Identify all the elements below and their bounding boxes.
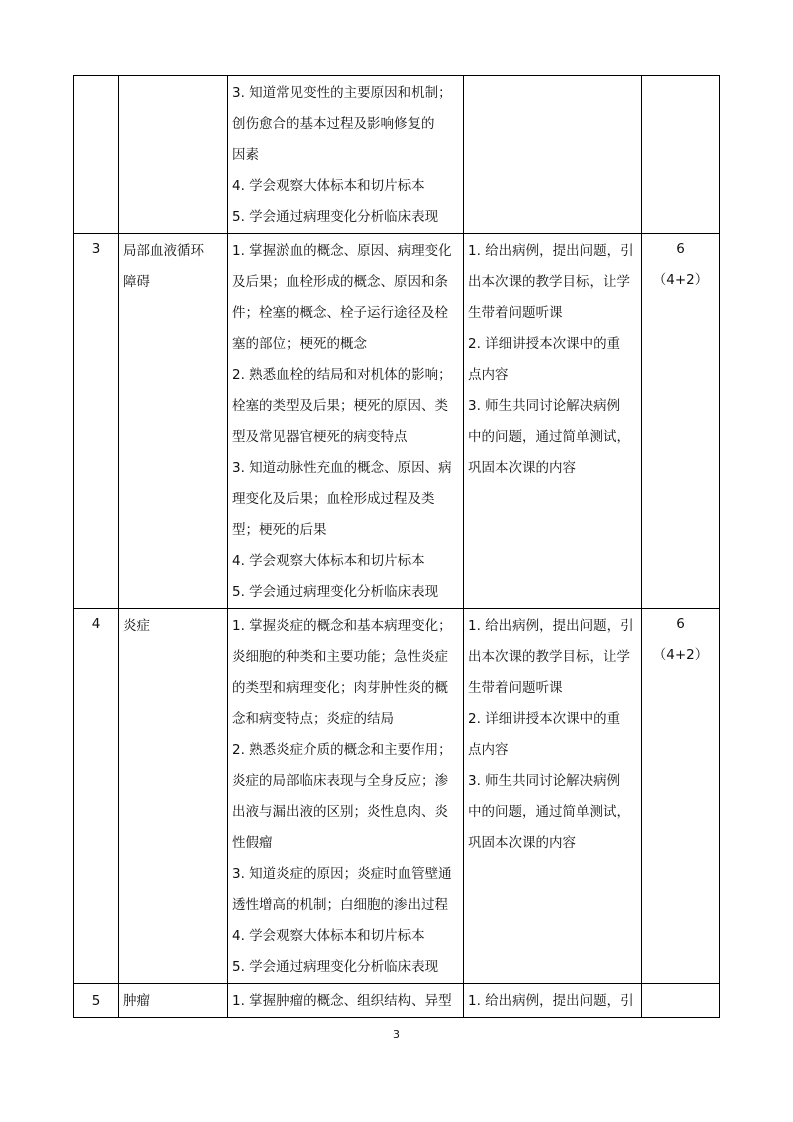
objective-line: 4. 学会观察大体标本和切片标本 bbox=[232, 178, 425, 194]
objective-line: 3. 知道炎症的原因；炎症时血管壁通 bbox=[232, 866, 452, 882]
objective-line: 2. 熟悉炎症介质的概念和主要作用； bbox=[232, 742, 452, 758]
table-row bbox=[74, 76, 720, 234]
methods-cell bbox=[464, 234, 642, 609]
objective-line: 的类型和病理变化；肉芽肿性炎的概 bbox=[232, 680, 448, 696]
method-line: 1. 给出病例，提出问题，引 bbox=[468, 618, 634, 634]
row-number-cell: 5 bbox=[74, 984, 119, 1018]
chapter-title: 炎症 bbox=[123, 618, 150, 634]
method-line: 2. 详细讲授本次课中的重 bbox=[468, 711, 621, 727]
objective-line: 型及常见器官梗死的病变特点 bbox=[232, 429, 408, 445]
objectives-cell bbox=[228, 76, 464, 234]
method-line: 1. 给出病例，提出问题，引 bbox=[468, 993, 634, 1009]
chapter-title-cell bbox=[119, 76, 228, 234]
objective-line: 型；梗死的后果 bbox=[232, 522, 327, 538]
objective-line: 及后果；血栓形成的概念、原因和条 bbox=[232, 274, 448, 290]
objective-line: 5. 学会通过病理变化分析临床表现 bbox=[232, 209, 439, 225]
page-number: 3 bbox=[393, 1028, 400, 1041]
objectives-cell bbox=[228, 234, 464, 609]
objective-line: 3. 知道常见变性的主要原因和机制； bbox=[232, 85, 452, 101]
objective-line: 念和病变特点；炎症的结局 bbox=[232, 711, 394, 727]
chapter-title-cell bbox=[119, 234, 228, 609]
objective-line: 性假瘤 bbox=[232, 835, 273, 851]
objective-line: 1. 掌握淤血的概念、原因、病理变化 bbox=[232, 243, 452, 259]
row-number-cell: 4 bbox=[74, 609, 119, 984]
table-row bbox=[74, 984, 720, 1018]
chapter-title-cell bbox=[119, 984, 228, 1018]
method-line: 中的问题，通过简单测试， bbox=[468, 429, 630, 445]
hours-breakdown: （4+2） bbox=[652, 647, 709, 663]
method-line: 生带着问题听课 bbox=[468, 305, 563, 321]
method-line: 巩固本次课的内容 bbox=[468, 460, 576, 476]
hours-breakdown: （4+2） bbox=[652, 272, 709, 288]
row-number-cell bbox=[74, 76, 119, 234]
objective-line: 因素 bbox=[232, 147, 259, 163]
objective-line: 创伤愈合的基本过程及影响修复的 bbox=[232, 116, 435, 132]
method-line: 生带着问题听课 bbox=[468, 680, 563, 696]
method-line: 中的问题，通过简单测试， bbox=[468, 804, 630, 820]
objective-line: 炎症的局部临床表现与全身反应；渗 bbox=[232, 773, 448, 789]
method-line: 点内容 bbox=[468, 367, 509, 383]
chapter-title-cell bbox=[119, 609, 228, 984]
objectives-cell bbox=[228, 984, 464, 1018]
objective-line: 2. 熟悉血栓的结局和对机体的影响； bbox=[232, 367, 452, 383]
objectives-cell bbox=[228, 609, 464, 984]
table-row bbox=[74, 234, 720, 609]
hours-total: 6 bbox=[676, 241, 685, 257]
hours-cell bbox=[642, 76, 720, 234]
objective-line: 塞的部位；梗死的概念 bbox=[232, 336, 367, 352]
chapter-title: 肿瘤 bbox=[123, 993, 150, 1009]
objective-line: 1. 掌握炎症的概念和基本病理变化； bbox=[232, 618, 452, 634]
hours-cell bbox=[642, 609, 720, 984]
chapter-title: 局部血液循环 bbox=[123, 243, 204, 259]
objective-line: 理变化及后果；血栓形成过程及类 bbox=[232, 491, 435, 507]
objective-line: 出液与漏出液的区别；炎性息肉、炎 bbox=[232, 804, 448, 820]
objective-line: 透性增高的机制；白细胞的渗出过程 bbox=[232, 897, 448, 913]
method-line: 巩固本次课的内容 bbox=[468, 835, 576, 851]
table-row bbox=[74, 609, 720, 984]
objective-line: 4. 学会观察大体标本和切片标本 bbox=[232, 928, 425, 944]
method-line: 3. 师生共同讨论解决病例 bbox=[468, 773, 621, 789]
method-line: 3. 师生共同讨论解决病例 bbox=[468, 398, 621, 414]
objective-line: 炎细胞的种类和主要功能；急性炎症 bbox=[232, 649, 448, 665]
method-line: 点内容 bbox=[468, 742, 509, 758]
hours-cell bbox=[642, 984, 720, 1018]
hours-total: 6 bbox=[676, 616, 685, 632]
method-line: 出本次课的教学目标，让学 bbox=[468, 649, 630, 665]
method-line: 2. 详细讲授本次课中的重 bbox=[468, 336, 621, 352]
course-table bbox=[73, 75, 720, 1018]
objective-line: 5. 学会通过病理变化分析临床表现 bbox=[232, 584, 439, 600]
methods-cell bbox=[464, 76, 642, 234]
methods-cell bbox=[464, 609, 642, 984]
method-line: 出本次课的教学目标，让学 bbox=[468, 274, 630, 290]
hours-cell bbox=[642, 234, 720, 609]
objective-line: 5. 学会通过病理变化分析临床表现 bbox=[232, 959, 439, 975]
objective-line: 3. 知道动脉性充血的概念、原因、病 bbox=[232, 460, 452, 476]
objective-line: 1. 掌握肿瘤的概念、组织结构、异型 bbox=[232, 993, 452, 1009]
row-number-cell: 3 bbox=[74, 234, 119, 609]
objective-line: 件；栓塞的概念、栓子运行途径及栓 bbox=[232, 305, 448, 321]
method-line: 1. 给出病例，提出问题，引 bbox=[468, 243, 634, 259]
objective-line: 栓塞的类型及后果；梗死的原因、类 bbox=[232, 398, 448, 414]
methods-cell bbox=[464, 984, 642, 1018]
chapter-title: 障碍 bbox=[123, 274, 150, 290]
objective-line: 4. 学会观察大体标本和切片标本 bbox=[232, 553, 425, 569]
